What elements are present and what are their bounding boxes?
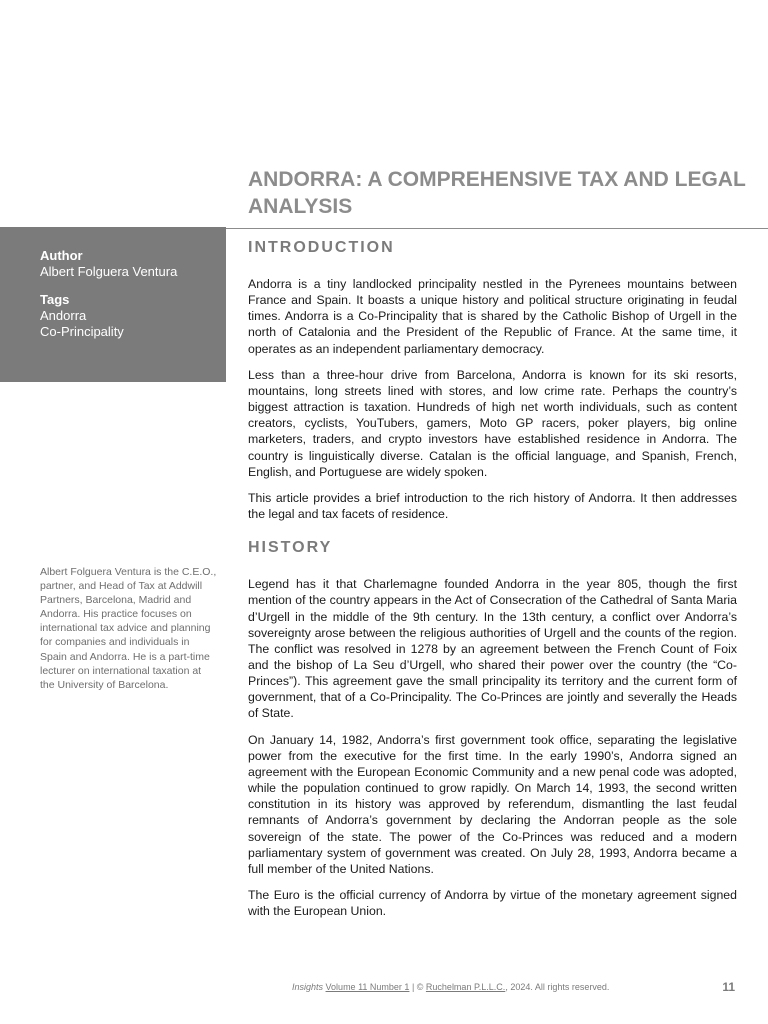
section-heading-history: HISTORY (248, 539, 333, 557)
paragraph: On January 14, 1982, Andorra’s first government took office, separating the legislative power from the executive for the first time. In the early 1990’s, Andorra signed an agreement with the European Economic Community and a new penal code was adopted, while the population continued to grow rapidly. On March 14, 1993, the second written constitution in its history was approved by referendum, dismantling the last feudal remnants of Andorra’s government by declaring the Andorran people as the sole sovereign of the state. The power of the Co-Princes was reduced and a modern parliamentary system of government was created. On July 28, 1993, Andorra became a full member of the United Nations. (248, 732, 737, 876)
tags-label: Tags (40, 292, 70, 307)
paragraph: Legend has it that Charlemagne founded Andorra in the year 805, though the first mention of the country appears in the Act of Consecration of the Cathedral of Santa Maria d’Urgell in the middle of the 9th century. In the 13th century, a conflict over Andorra’s sovereignty arose between the religious authorities of Urgell and the counts of the region. The conflict was resolved in 1278 by an agreement between the French Count of Foix and the bishop of La Seu d’Urgell, who shared their power over the country (the “Co-Princes”). This agreement gave the small principality its territory and the current form of government, that of a Co-Principality. The Co-Princes are jointly and severally the Heads of State. (248, 577, 737, 721)
article-title: ANDORRA: A COMPREHENSIVE TAX AND LEGAL ANALYSIS (248, 168, 746, 218)
paragraph: Less than a three-hour drive from Barcelona, Andorra is known for its ski resorts, mountains, long streets lined with stores, and low crime rate. Perhaps the country’s biggest attraction is taxation. Hundreds of high net worth individuals, such as content creators, cyclists, YouTubers, gamers, Moto GP racers, poker players, big online marketers, traders, and crypto investors have established residence in Andorra. The country is linguistically diverse. Catalan is the official language, and Spanish, French, English, and Portuguese are widely spoken. (248, 367, 737, 479)
author-label: Author (40, 248, 83, 263)
paragraph: Andorra is a tiny landlocked principality nestled in the Pyrenees mountains between France and Spain. It boasts a unique history and political structure originating in feudal times. Andorra is a Co-Principality that is shared by the Catholic Bishop of Urgell in the north of Catalonia and the President of the Republic of France. At the same time, it operates as an independent parliamentary democracy. (248, 277, 737, 356)
tag-item: Andorra (40, 308, 87, 323)
author-name: Albert Folguera Ventura (40, 264, 178, 279)
footer-volume-link[interactable]: Volume 11 Number 1 (325, 982, 410, 992)
footer-rights: , 2024. All rights reserved. (505, 982, 610, 992)
footer-citation (292, 979, 609, 995)
article-body (248, 238, 737, 929)
paragraph: The Euro is the official currency of Andorra by virtue of the monetary agreement signed with the European Union. (248, 888, 737, 919)
tag-item: Co-Principality (40, 324, 124, 339)
author-info-panel (0, 227, 226, 382)
footer-publication: Insights (292, 982, 324, 992)
author-bio: Albert Folguera Ventura is the C.E.O., partner, and Head of Tax at Addwill Partners, Barcelona, Madrid and Andorra. His practice focuses on international tax advice and planning for companies and individuals in Spain and Andorra. He is a part-time lecturer on international taxation at the University of Barcelona. (40, 566, 217, 691)
section-heading-introduction: INTRODUCTION (248, 239, 395, 256)
paragraph: This article provides a brief introduction to the rich history of Andorra. It then addresses the legal and tax facets of residence. (248, 490, 737, 522)
footer-separator: | © (409, 982, 426, 992)
page-footer (0, 979, 768, 995)
footer-publisher-link[interactable]: Ruchelman P.L.L.C. (425, 982, 506, 992)
page-number: 11 (722, 980, 735, 994)
title-divider (226, 228, 768, 229)
